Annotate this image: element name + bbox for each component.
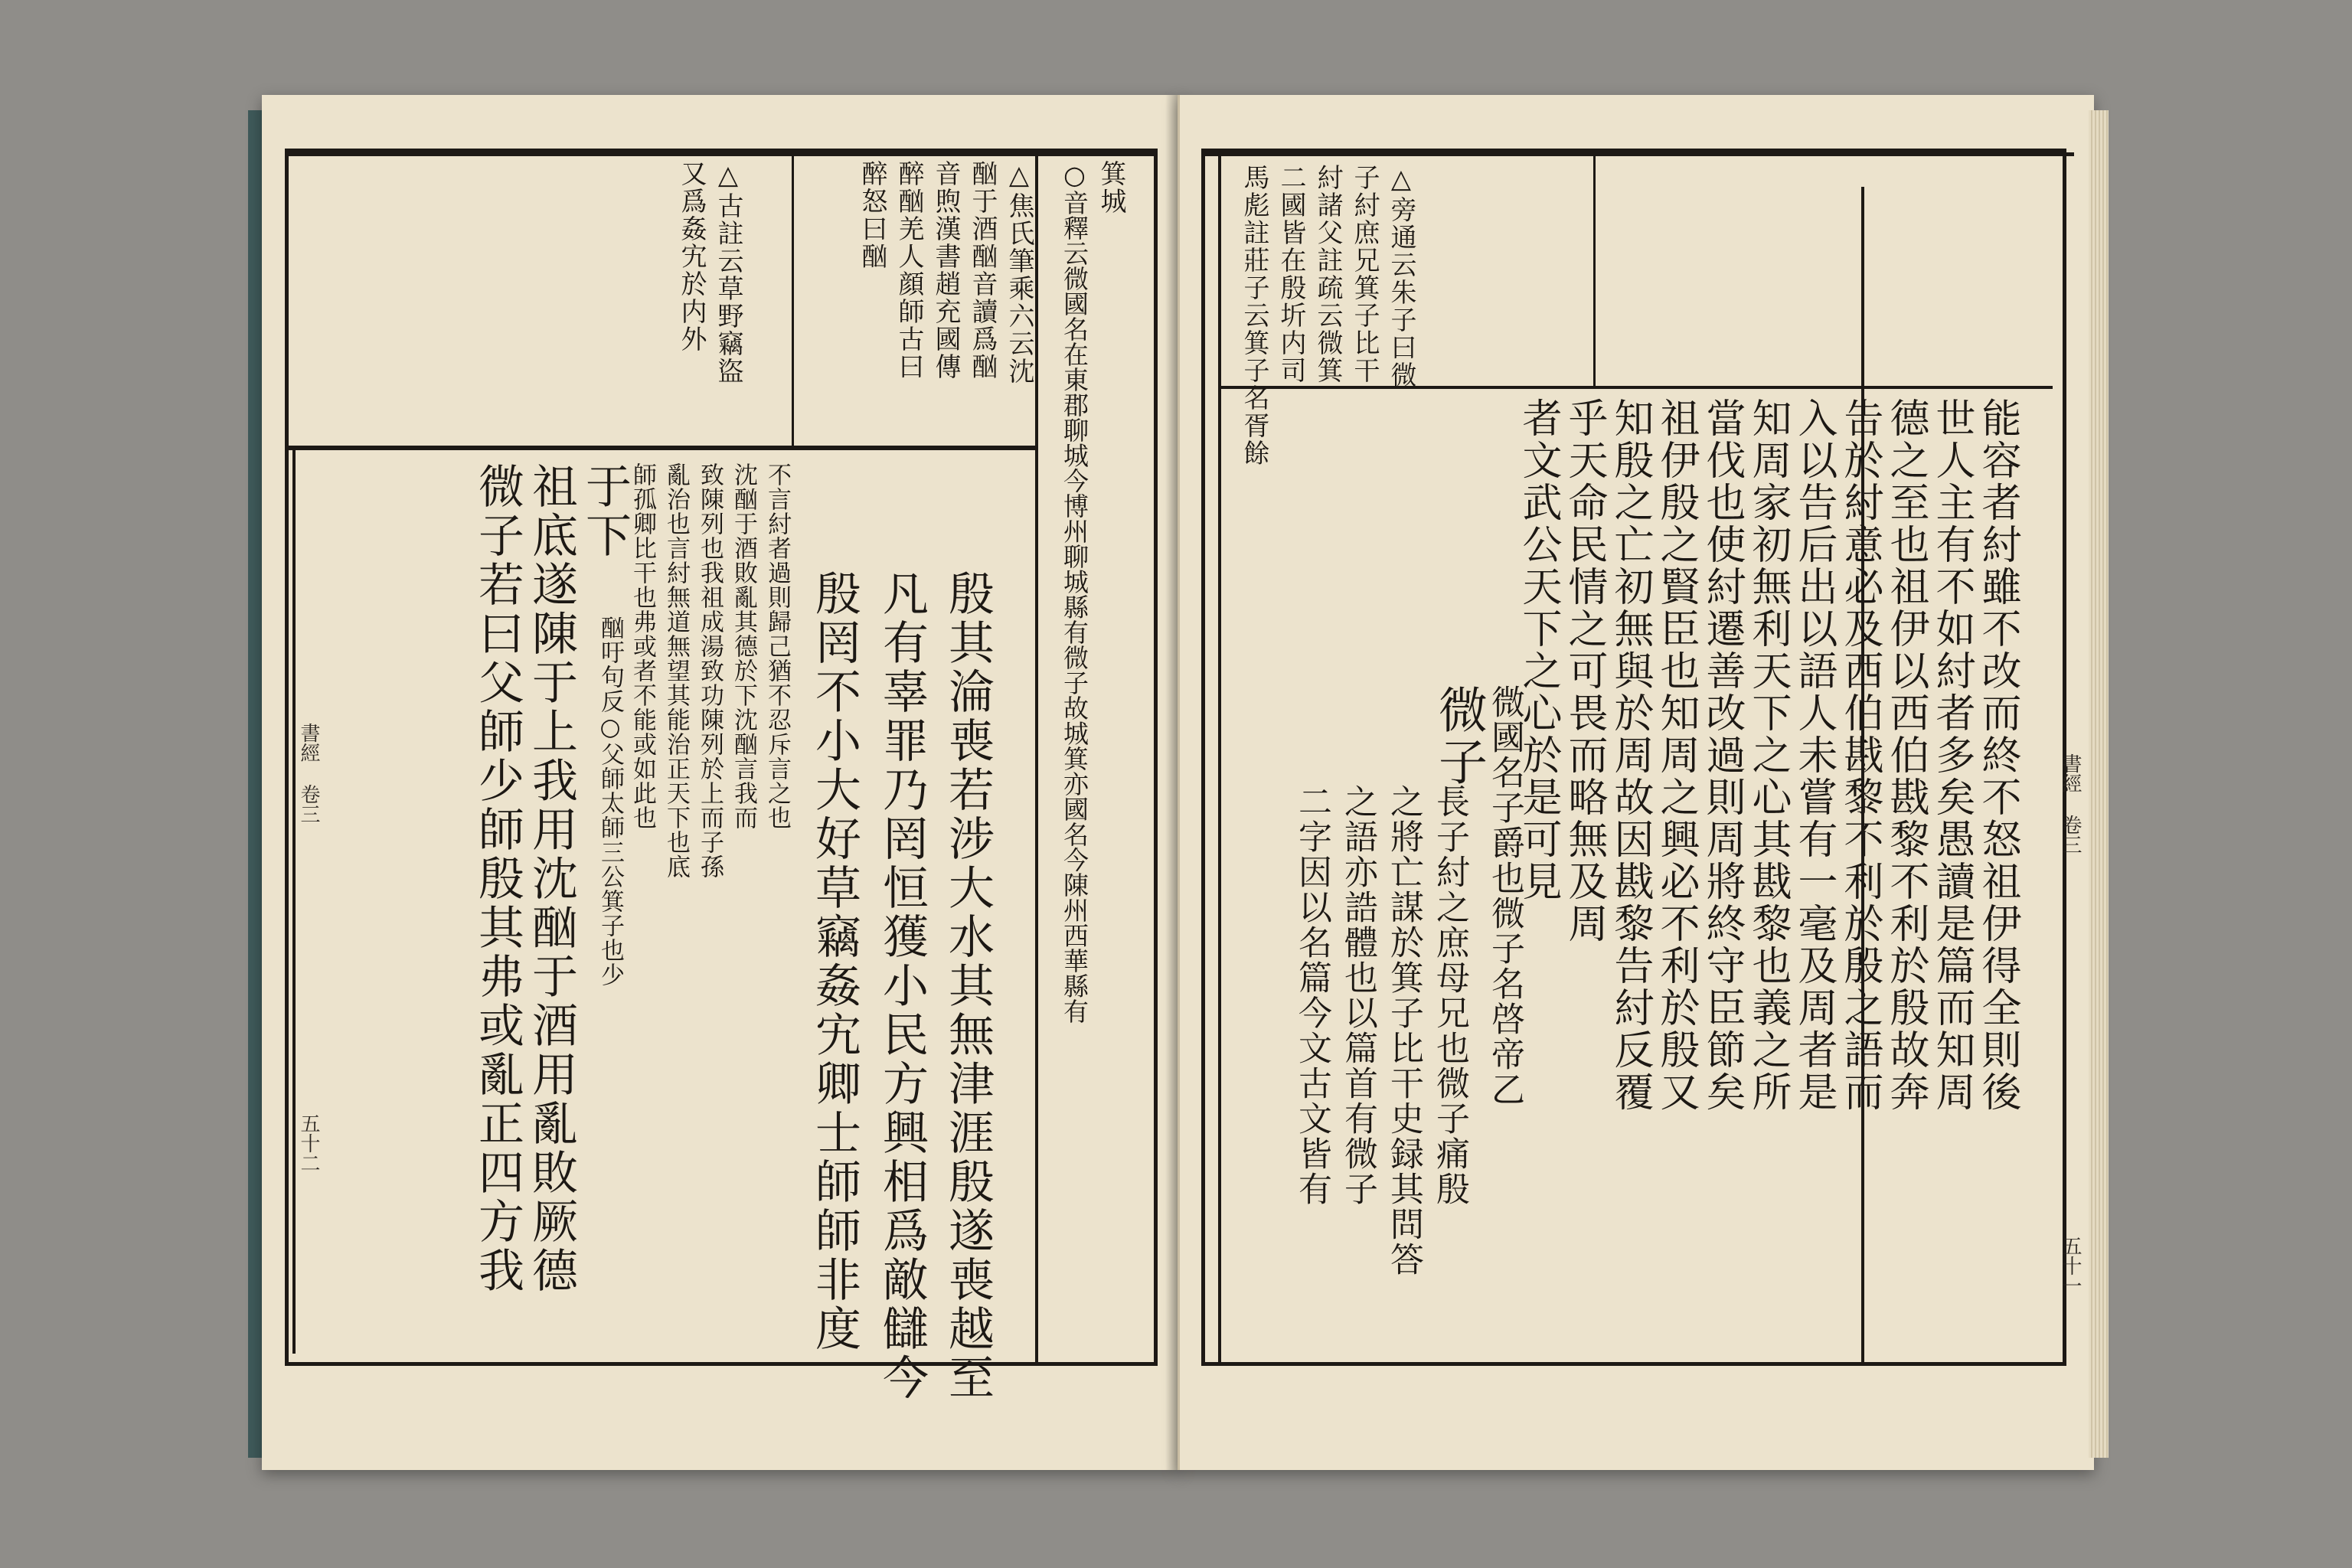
right-top-rule	[1201, 152, 2074, 156]
left-fold-rule	[292, 450, 296, 1354]
right-weizi-col-2: 長子紂之庶母兄也微子痛殷	[1430, 784, 1469, 1207]
left-main-col-5: 凡有辜罪乃罔恒獲小民方興相爲敵讎今	[875, 570, 929, 1403]
left-main-col-4: 殷罔不小大好草竊姦宄卿士師師非度	[808, 570, 861, 1354]
left-sub-col-4: 致陳列也我祖成湯致功陳列於上而子孫	[696, 462, 724, 879]
right-margin-folio: 五十一	[2059, 1236, 2082, 1295]
left-header-col-2: 酗于酒酗音讀爲酗	[967, 160, 998, 381]
right-header-rule	[1593, 156, 1596, 386]
left-header-col-4: 醉酗羌人顔師古曰	[893, 160, 924, 381]
right-margin-title: 書經	[2059, 753, 2082, 793]
right-header-col-5: △旁通云朱子曰微	[1386, 164, 1416, 389]
left-main-col-2: 祖底遂陳于上我用沈酗于酒用亂敗厥德	[524, 462, 578, 1295]
left-margin-title: 書經	[297, 723, 320, 763]
open-book	[262, 95, 2092, 1473]
right-inner-border	[1218, 156, 1221, 1362]
left-main-col-3: 于下	[578, 462, 632, 560]
left-header-col-7: 又爲姦宄於内外	[676, 160, 707, 353]
right-main-top-rule	[1218, 386, 2053, 389]
right-page	[1178, 95, 2094, 1470]
right-weizi-col-5: 二字因以名篇今文古文皆有	[1292, 784, 1331, 1207]
left-header-col-6: △古註云草野竊盜	[713, 160, 743, 385]
right-main-col-5: 入以告后出以語人未嘗有一毫及周者是	[1791, 397, 1837, 1113]
left-sub-col-2: 師孤卿比干也弗或者不能或如此也	[629, 462, 656, 830]
book-page-edges	[2089, 110, 2109, 1458]
left-header-col-5: 醉怒曰酗	[857, 160, 887, 270]
left-main-col-1: 微子若曰父師少師殷其弗或亂正四方我	[471, 462, 524, 1295]
right-main-col-9: 知殷之亡初無與於周故因戡黎告紂反覆	[1607, 397, 1653, 1113]
right-weizi-col-4: 之語亦誥體也以篇首有微子	[1338, 784, 1377, 1207]
left-margin-folio: 五十二	[297, 1113, 320, 1173]
right-header-col-2: 二國皆在殷圻内司	[1276, 164, 1306, 384]
right-weizi-heading: 微子	[1430, 684, 1487, 789]
right-main-col-6: 知周家初無利天下之心其戡黎也義之所	[1745, 397, 1791, 1113]
right-main-col-10: 乎天命民情之可畏而略無及周	[1561, 397, 1607, 945]
left-main-col-6: 殷其淪喪若涉大水其無津涯殷遂喪越至	[941, 570, 995, 1403]
right-main-col-3: 德之至也祖伊以西伯戡黎不利於殷故奔	[1883, 397, 1929, 1113]
right-margin-volume: 卷三	[2059, 815, 2082, 854]
left-sub-col-5: 沈酗于酒敗亂其德於下沈酗言我而	[730, 462, 757, 830]
right-main-col-1: 能容者紂雖不改而終不怒祖伊得全則後	[1975, 397, 2020, 1113]
left-center-note-2: 箕城	[1096, 160, 1126, 215]
left-header-divider	[285, 446, 1035, 450]
right-header-col-1: 馬彪註莊子云箕子名胥餘	[1239, 164, 1269, 467]
right-weizi-col-1: 微國名子爵也微子名啓帝乙	[1485, 684, 1524, 1107]
right-weizi-col-3: 之將亡謀於箕子比干史録其問答	[1384, 784, 1423, 1277]
right-main-col-2: 世人主有不如紂者多矣愚讀是篇而知周	[1929, 397, 1975, 1113]
right-header-col-3: 紂諸父註疏云微箕	[1312, 164, 1343, 384]
left-header-inner-rule	[792, 152, 794, 446]
right-header-col-4: 子紂庶兄箕子比干	[1349, 164, 1380, 384]
left-sub-col-3: 亂治也言紂無道無望其能治正天下也底	[662, 462, 690, 879]
left-header-col-3: 音煦漢書趙充國傳	[930, 160, 961, 381]
right-main-col-4: 告於紂意必及西伯戡黎不利於殷之語而	[1837, 397, 1883, 1113]
right-main-col-11: 者文武公天下之心於是可見	[1515, 397, 1561, 903]
right-main-col-7: 當伐也使紂遷善改過則周將終守臣節矣	[1699, 397, 1745, 1113]
left-margin-volume: 卷三	[297, 784, 320, 824]
left-center-note-rule	[1035, 152, 1038, 1362]
left-header-col-1: △焦氏筆乘六云沈	[1004, 160, 1034, 385]
right-main-col-8: 祖伊殷之賢臣也知周之興必不利於殷又	[1653, 397, 1699, 1113]
left-page	[262, 95, 1180, 1470]
left-sub-col-1: 酗吁句反○父師太師三公箕子也少	[596, 616, 624, 987]
left-sub-col-6: 不言紂者過則歸己猶不忍斥言之也	[763, 462, 791, 830]
left-center-note-1: ○音釋云微國名在東郡聊城今博州聊城縣有微子故城箕亦國名今陳州西華縣有	[1060, 160, 1089, 1024]
left-top-rule	[285, 152, 1154, 156]
